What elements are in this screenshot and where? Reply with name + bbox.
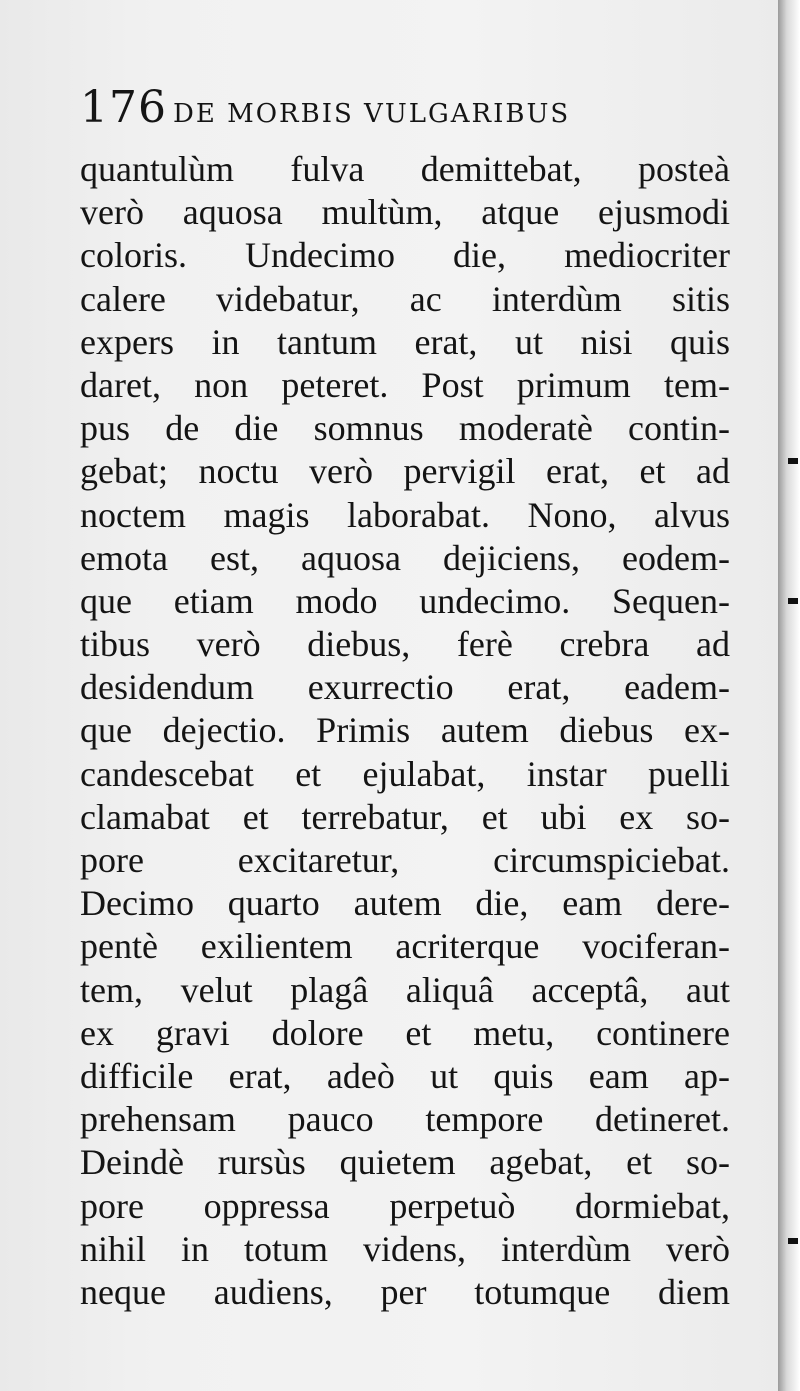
text-line: Deindè rursùs quietem agebat, et so-: [80, 1142, 730, 1183]
text-line: quantulùm fulva demittebat, posteà: [80, 149, 730, 189]
text-line: clamabat et terrebatur, et ubi ex so-: [80, 796, 730, 837]
text-line: verò aquosa multùm, atque ejusmodi: [80, 192, 730, 233]
page-header: [80, 82, 740, 133]
edge-mark: [788, 598, 798, 604]
text-line: Decimo quarto autem die, eam dere-: [80, 883, 730, 924]
text-line: daret, non peteret. Post primum tem-: [80, 364, 730, 405]
text-line: pentè exilientem acriterque vociferan-: [80, 926, 730, 967]
edge-mark: [788, 1238, 798, 1244]
text-line: prehensam pauco tempore detineret.: [80, 1099, 730, 1140]
text-line: nihil in totum videns, interdùm verò: [80, 1228, 730, 1269]
text-line: que dejectio. Primis autem diebus ex-: [80, 710, 730, 751]
text-line: neque audiens, per totumque diem: [80, 1271, 730, 1312]
page-edge-shadow: [778, 0, 800, 1391]
text-line: pus de die somnus moderatè contin-: [80, 408, 730, 449]
text-line: difficile erat, adeò ut quis eam ap-: [80, 1055, 730, 1096]
body-text: [80, 148, 730, 1314]
text-line: emota est, aquosa dejiciens, eodem-: [80, 537, 730, 578]
text-line: tibus verò diebus, ferè crebra ad: [80, 624, 730, 665]
text-line: ex gravi dolore et metu, continere: [80, 1012, 730, 1053]
text-line: calere videbatur, ac interdùm sitis: [80, 278, 730, 319]
running-head: DE MORBIS VULGARIBUS: [172, 99, 571, 129]
page-number: 176: [80, 82, 167, 133]
text-line: pore oppressa perpetuò dormiebat,: [80, 1185, 730, 1226]
text-line: gebat; noctu verò pervigil erat, et ad: [80, 451, 730, 492]
text-line: coloris. Undecimo die, mediocriter: [80, 235, 730, 276]
text-line: expers in tantum erat, ut nisi quis: [80, 321, 730, 362]
text-line: que etiam modo undecimo. Sequen-: [80, 580, 730, 621]
text-line: noctem magis laborabat. Nono, alvus: [80, 494, 730, 535]
text-line: pore excitaretur, circumspiciebat.: [80, 840, 730, 880]
edge-mark: [788, 458, 798, 464]
text-line: desidendum exurrectio erat, eadem-: [80, 667, 730, 708]
text-line: candescebat et ejulabat, instar puelli: [80, 753, 730, 794]
text-line: tem, velut plagâ aliquâ acceptâ, aut: [80, 969, 730, 1010]
